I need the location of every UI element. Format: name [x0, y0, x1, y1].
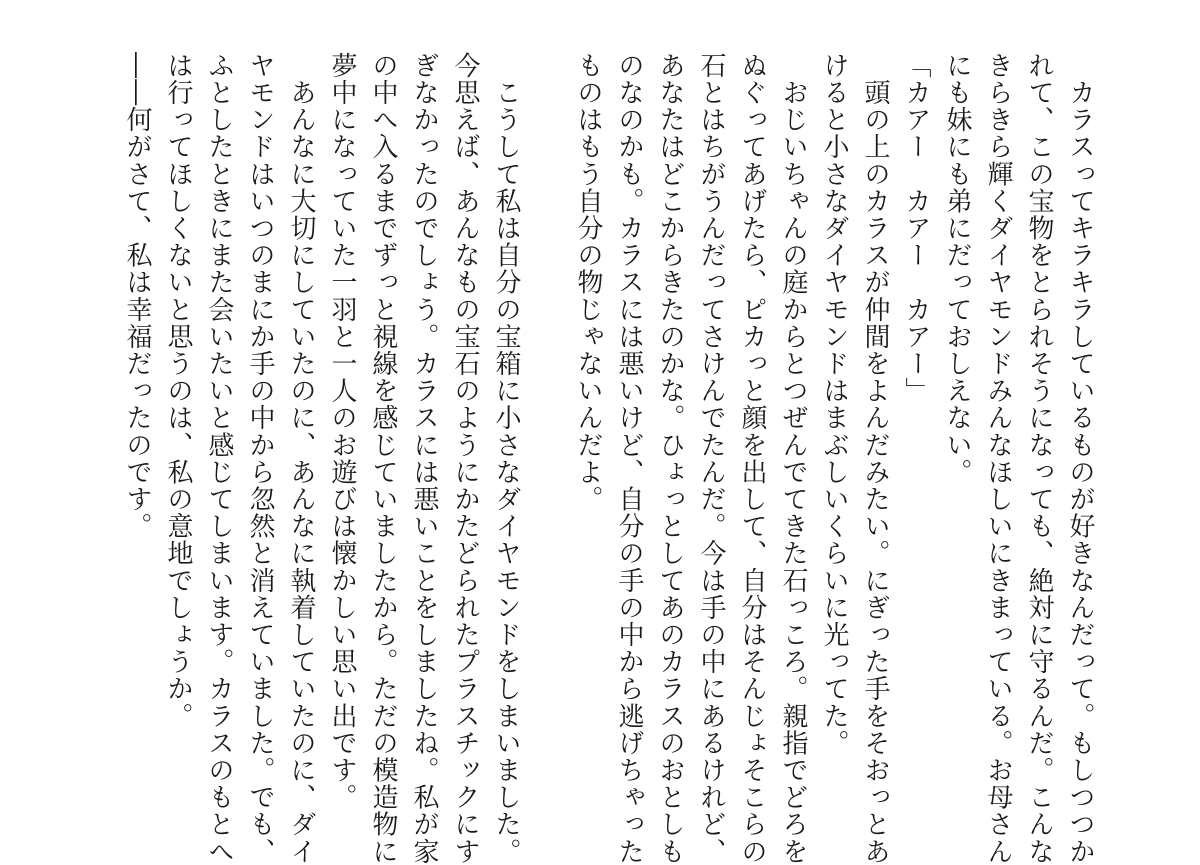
text-line: 今思えば、あんなもの宝石のようにかたどられたプラスチックにす	[450, 52, 480, 865]
vertical-text-body	[116, 52, 1100, 865]
text-line: 夢中になっていた一羽と一人のお遊びは懐かしい思い出です。	[327, 52, 357, 811]
text-line: あなたはどこからきたのかな。ひょっとしてあのカラスのおとしも	[655, 52, 685, 865]
text-line: ふとしたときにまた会いたいと感じてしまいます。カラスのもとへ	[204, 52, 234, 865]
text-line: ものはもう自分の物じゃないんだよ。	[573, 52, 603, 513]
text-line: ヤモンドはいつのまにか手の中から忽然と消えていました。でも、	[245, 52, 275, 865]
text-line: 石とはちがうんだってさけんでたんだ。今は手の中にあるけれど、	[696, 52, 726, 865]
text-line: れて、この宝物をとられそうになっても、絶対に守るんだ。こんな	[1024, 52, 1054, 865]
text-line: 「カアー カアー カアー」	[901, 52, 931, 405]
text-line: あんなに大切にしていたのに、あんなに執着していたのに、ダイ	[286, 52, 316, 865]
text-line: にも妹にも弟にだっておしえない。	[942, 52, 972, 486]
text-line: は行ってほしくないと思うのは、私の意地でしょうか。	[163, 52, 193, 730]
section-break	[526, 52, 567, 842]
text-line: カラスってキラキラしているものが好きなんだって。もしつつか	[1065, 52, 1095, 865]
text-line: 頭の上のカラスが仲間をよんだみたい。にぎった手をそおっとあ	[860, 52, 890, 865]
text-line: ――何がさて、私は幸福だったのです。	[122, 52, 152, 540]
text-line: きらきら輝くダイヤモンドみんなほしいにきまっている。お母さん	[983, 52, 1013, 865]
text-line: の中へ入るまでずっと視線を感じていましたから。ただの模造物に	[368, 52, 398, 865]
text-line: おじいちゃんの庭からとつぜんでてきた石っころ。親指でどろを	[778, 52, 808, 865]
text-line: こうして私は自分の宝箱に小さなダイヤモンドをしまいました。	[491, 52, 521, 865]
text-line: のなのかも。カラスには悪いけど、自分の手の中から逃げちゃった	[614, 52, 644, 865]
text-line: けると小さなダイヤモンドはまぶしいくらいに光ってた。	[819, 52, 849, 757]
text-line: ぎなかったのでしょう。カラスには悪いことをしましたね。私が家	[409, 52, 439, 865]
text-line: ぬぐってあげたら、ピカっと顔を出して、自分はそんじょそこらの	[737, 52, 767, 865]
